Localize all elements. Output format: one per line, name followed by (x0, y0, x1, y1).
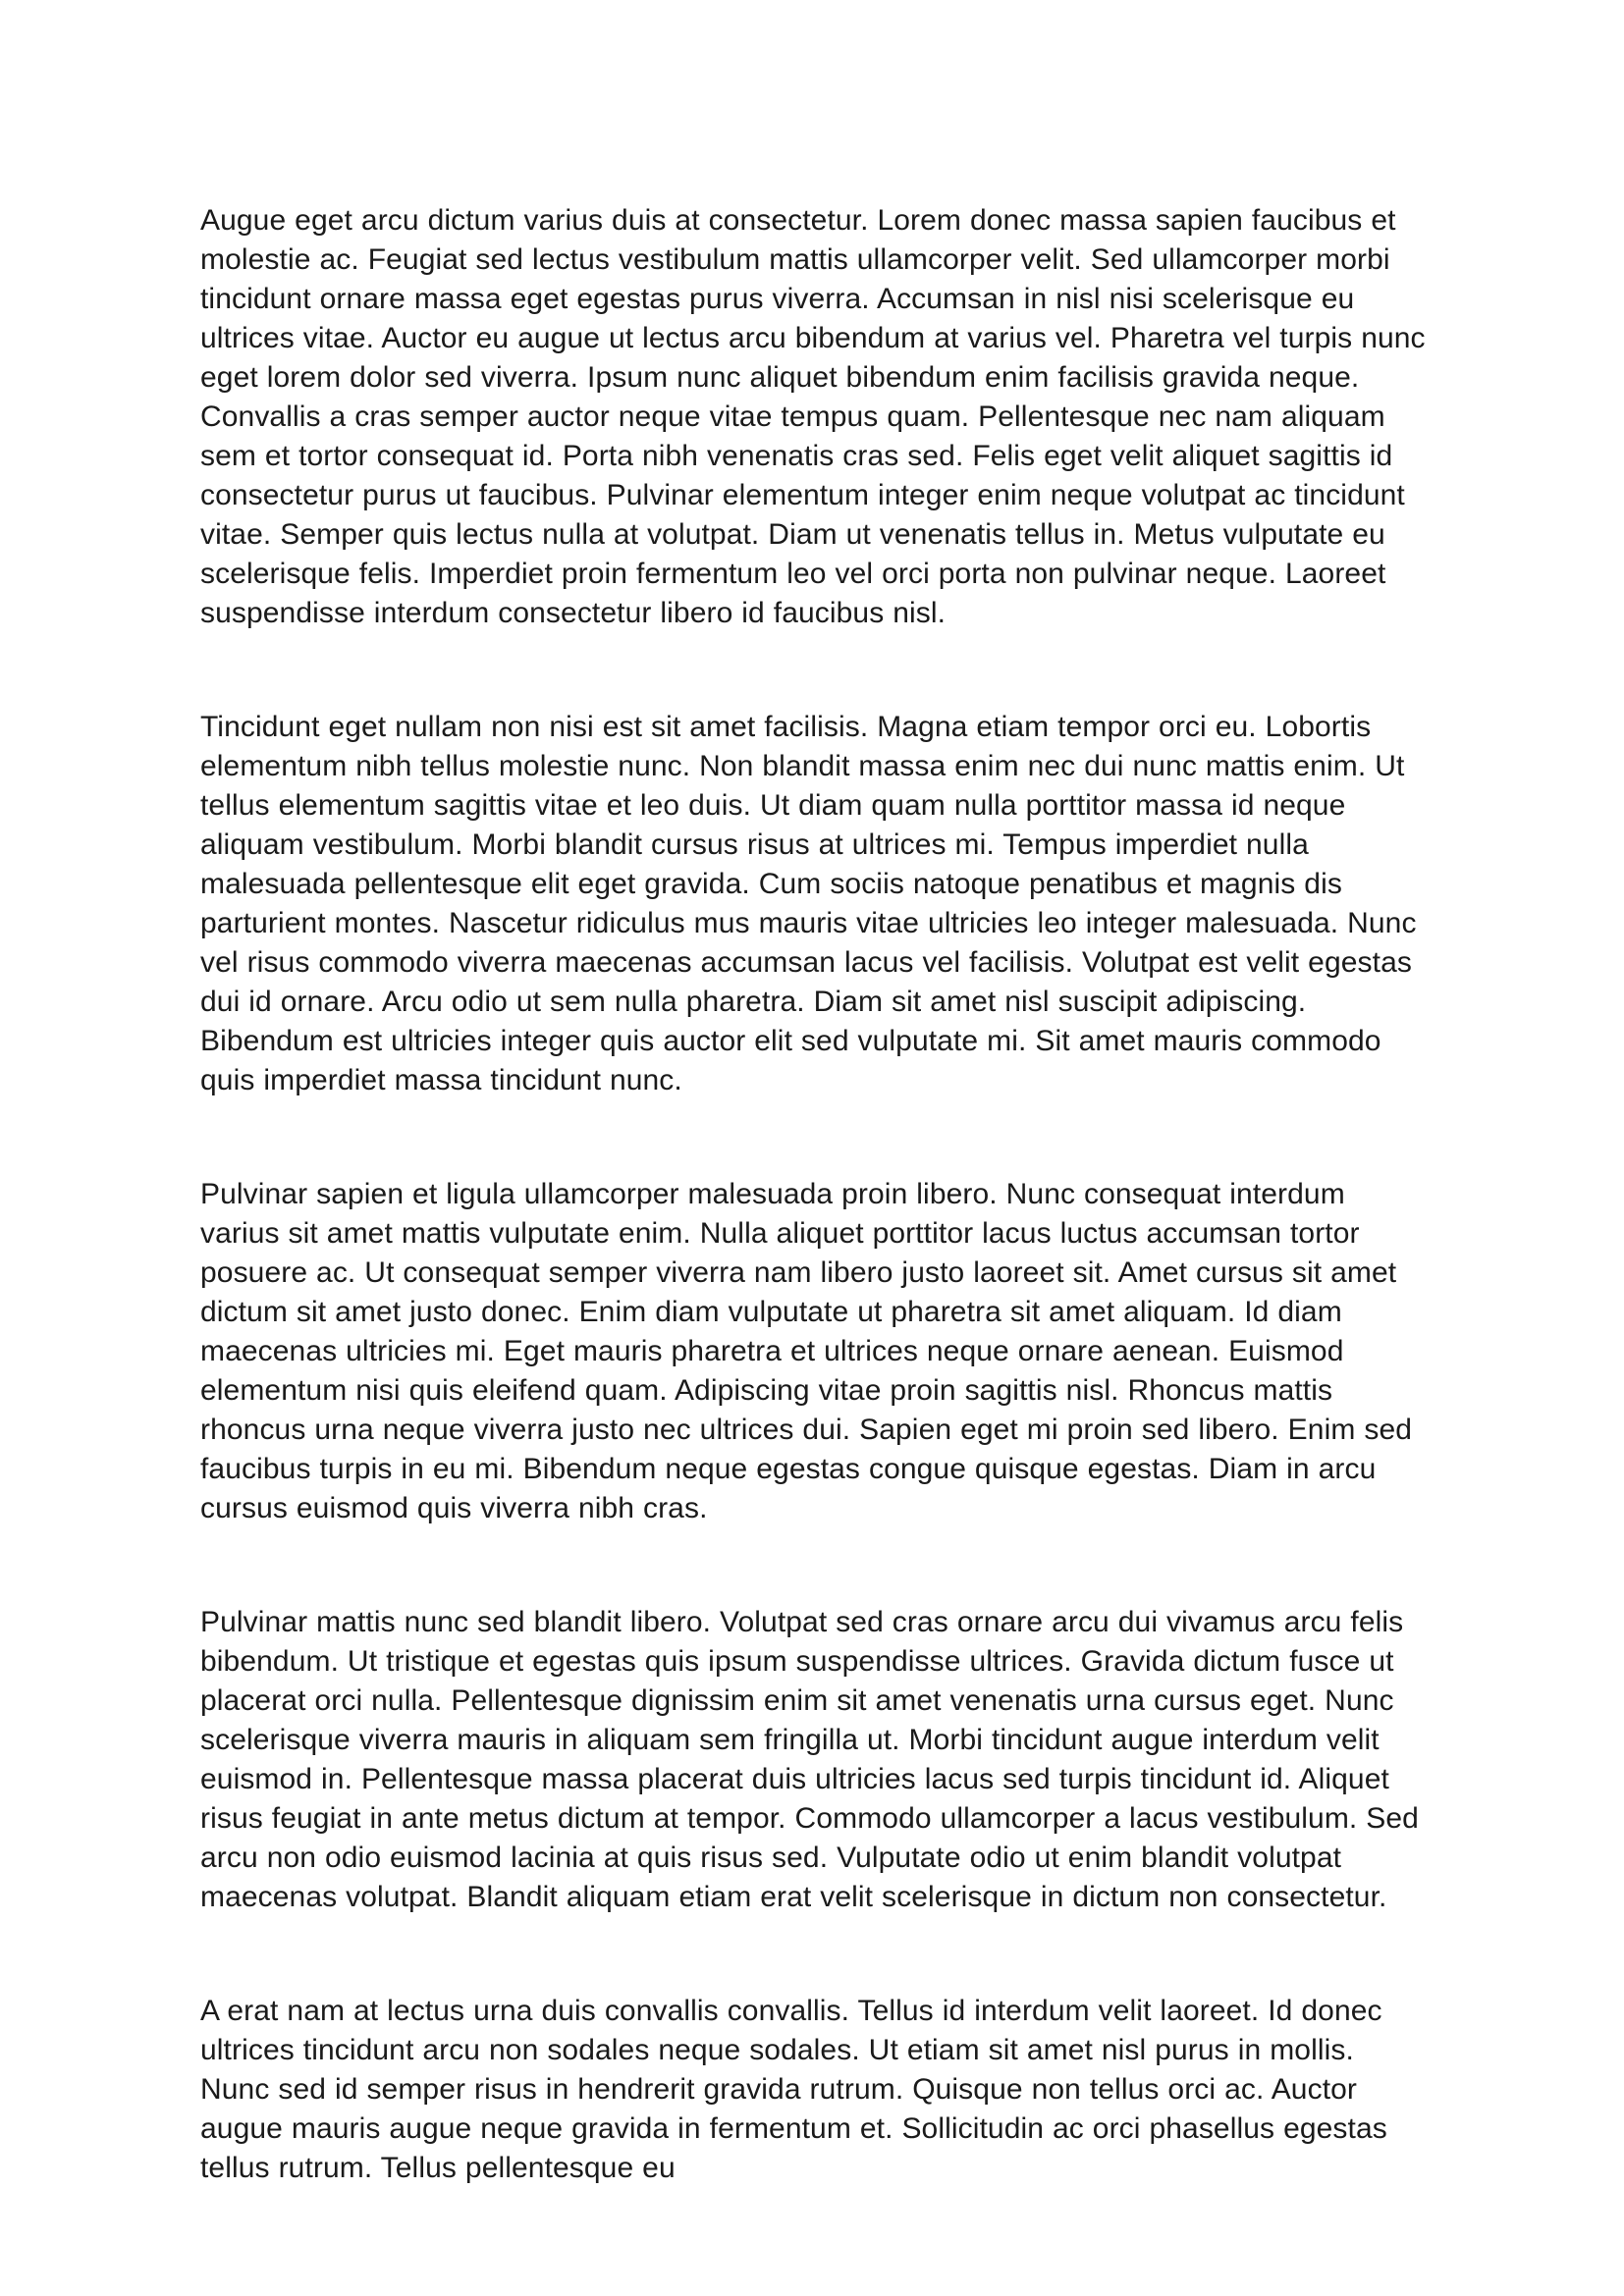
paragraph-4: Pulvinar mattis nunc sed blandit libero. Volutpat sed cras ornare arcu dui vivamus arcu felis bibendum. Ut tristique et egestas quis ipsum suspendisse ultrices. Gravida dictum fusce ut placerat orci nulla. Pellentesque dignissim enim sit amet venenatis urna cursus eget. Nunc scelerisque viverra mauris in aliquam sem fringilla ut. Morbi tincidunt augue interdum velit euismod in. Pellentesque massa placerat duis ultricies lacus sed turpis tincidunt id. Aliquet risus feugiat in ante metus dictum at tempor. Commodo ullamcorper a lacus vestibulum. Sed arcu non odio euismod lacinia at quis risus sed. Vulputate odio ut enim blandit volutpat maecenas volutpat. Blandit aliquam etiam erat velit scelerisque in dictum non consectetur. (200, 1606, 1419, 1913)
paragraph-5: A erat nam at lectus urna duis convallis convallis. Tellus id interdum velit laoreet. Id donec ultrices tincidunt arcu non sodales neque sodales. Ut etiam sit amet nisl purus in mollis. Nunc sed id semper risus in hendrerit gravida rutrum. Quisque non tellus orci ac. Auctor augue mauris augue neque gravida in fermentum et. Sollicitudin ac orci phasellus egestas tellus rutrum. Tellus pellentesque eu (200, 1995, 1387, 2184)
paragraph-2: Tincidunt eget nullam non nisi est sit amet facilisis. Magna etiam tempor orci eu. Lobortis elementum nibh tellus molestie nunc. Non blandit massa enim nec dui nunc mattis enim. Ut tellus elementum sagittis vitae et leo duis. Ut diam quam nulla porttitor massa id neque aliquam vestibulum. Morbi blandit cursus risus at ultrices mi. Tempus imperdiet nulla malesuada pellentesque elit eget gravida. Cum sociis natoque penatibus et magnis dis parturient montes. Nascetur ridiculus mus mauris vitae ultricies leo integer malesuada. Nunc vel risus commodo viverra maecenas accumsan lacus vel facilisis. Volutpat est velit egestas dui id ornare. Arcu odio ut sem nulla pharetra. Diam sit amet nisl suscipit adipiscing. Bibendum est ultricies integer quis auctor elit sed vulputate mi. Sit amet mauris commodo quis imperdiet massa tincidunt nunc. (200, 711, 1417, 1096)
paragraph-3: Pulvinar sapien et ligula ullamcorper malesuada proin libero. Nunc consequat interdum varius sit amet mattis vulputate enim. Nulla aliquet porttitor lacus luctus accumsan tortor posuere ac. Ut consequat semper viverra nam libero justo laoreet sit. Amet cursus sit amet dictum sit amet justo donec. Enim diam vulputate ut pharetra sit amet aliquam. Id diam maecenas ultricies mi. Eget mauris pharetra et ultrices neque ornare aenean. Euismod elementum nisi quis eleifend quam. Adipiscing vitae proin sagittis nisl. Rhoncus mattis rhoncus urna neque viverra justo nec ultrices dui. Sapien eget mi proin sed libero. Enim sed faucibus turpis in eu mi. Bibendum neque egestas congue quisque egestas. Diam in arcu cursus euismod quis viverra nibh cras. (200, 1178, 1413, 1524)
paragraph-1: Augue eget arcu dictum varius duis at consectetur. Lorem donec massa sapien faucibus et molestie ac. Feugiat sed lectus vestibulum mattis ullamcorper velit. Sed ullamcorper morbi tincidunt ornare massa eget egestas purus viverra. Accumsan in nisl nisi scelerisque eu ultrices vitae. Auctor eu augue ut lectus arcu bibendum at varius vel. Pharetra vel turpis nunc eget lorem dolor sed viverra. Ipsum nunc aliquet bibendum enim facilisis gravida neque. Convallis a cras semper auctor neque vitae tempus quam. Pellentesque nec nam aliquam sem et tortor consequat id. Porta nibh venenatis cras sed. Felis eget velit aliquet sagittis id consectetur purus ut faucibus. Pulvinar elementum integer enim neque volutpat ac tincidunt vitae. Semper quis lectus nulla at volutpat. Diam ut venenatis tellus in. Metus vulputate eu scelerisque felis. Imperdiet proin fermentum leo vel orci porta non pulvinar neque. Laoreet suspendisse interdum consectetur libero id faucibus nisl. (200, 204, 1426, 629)
